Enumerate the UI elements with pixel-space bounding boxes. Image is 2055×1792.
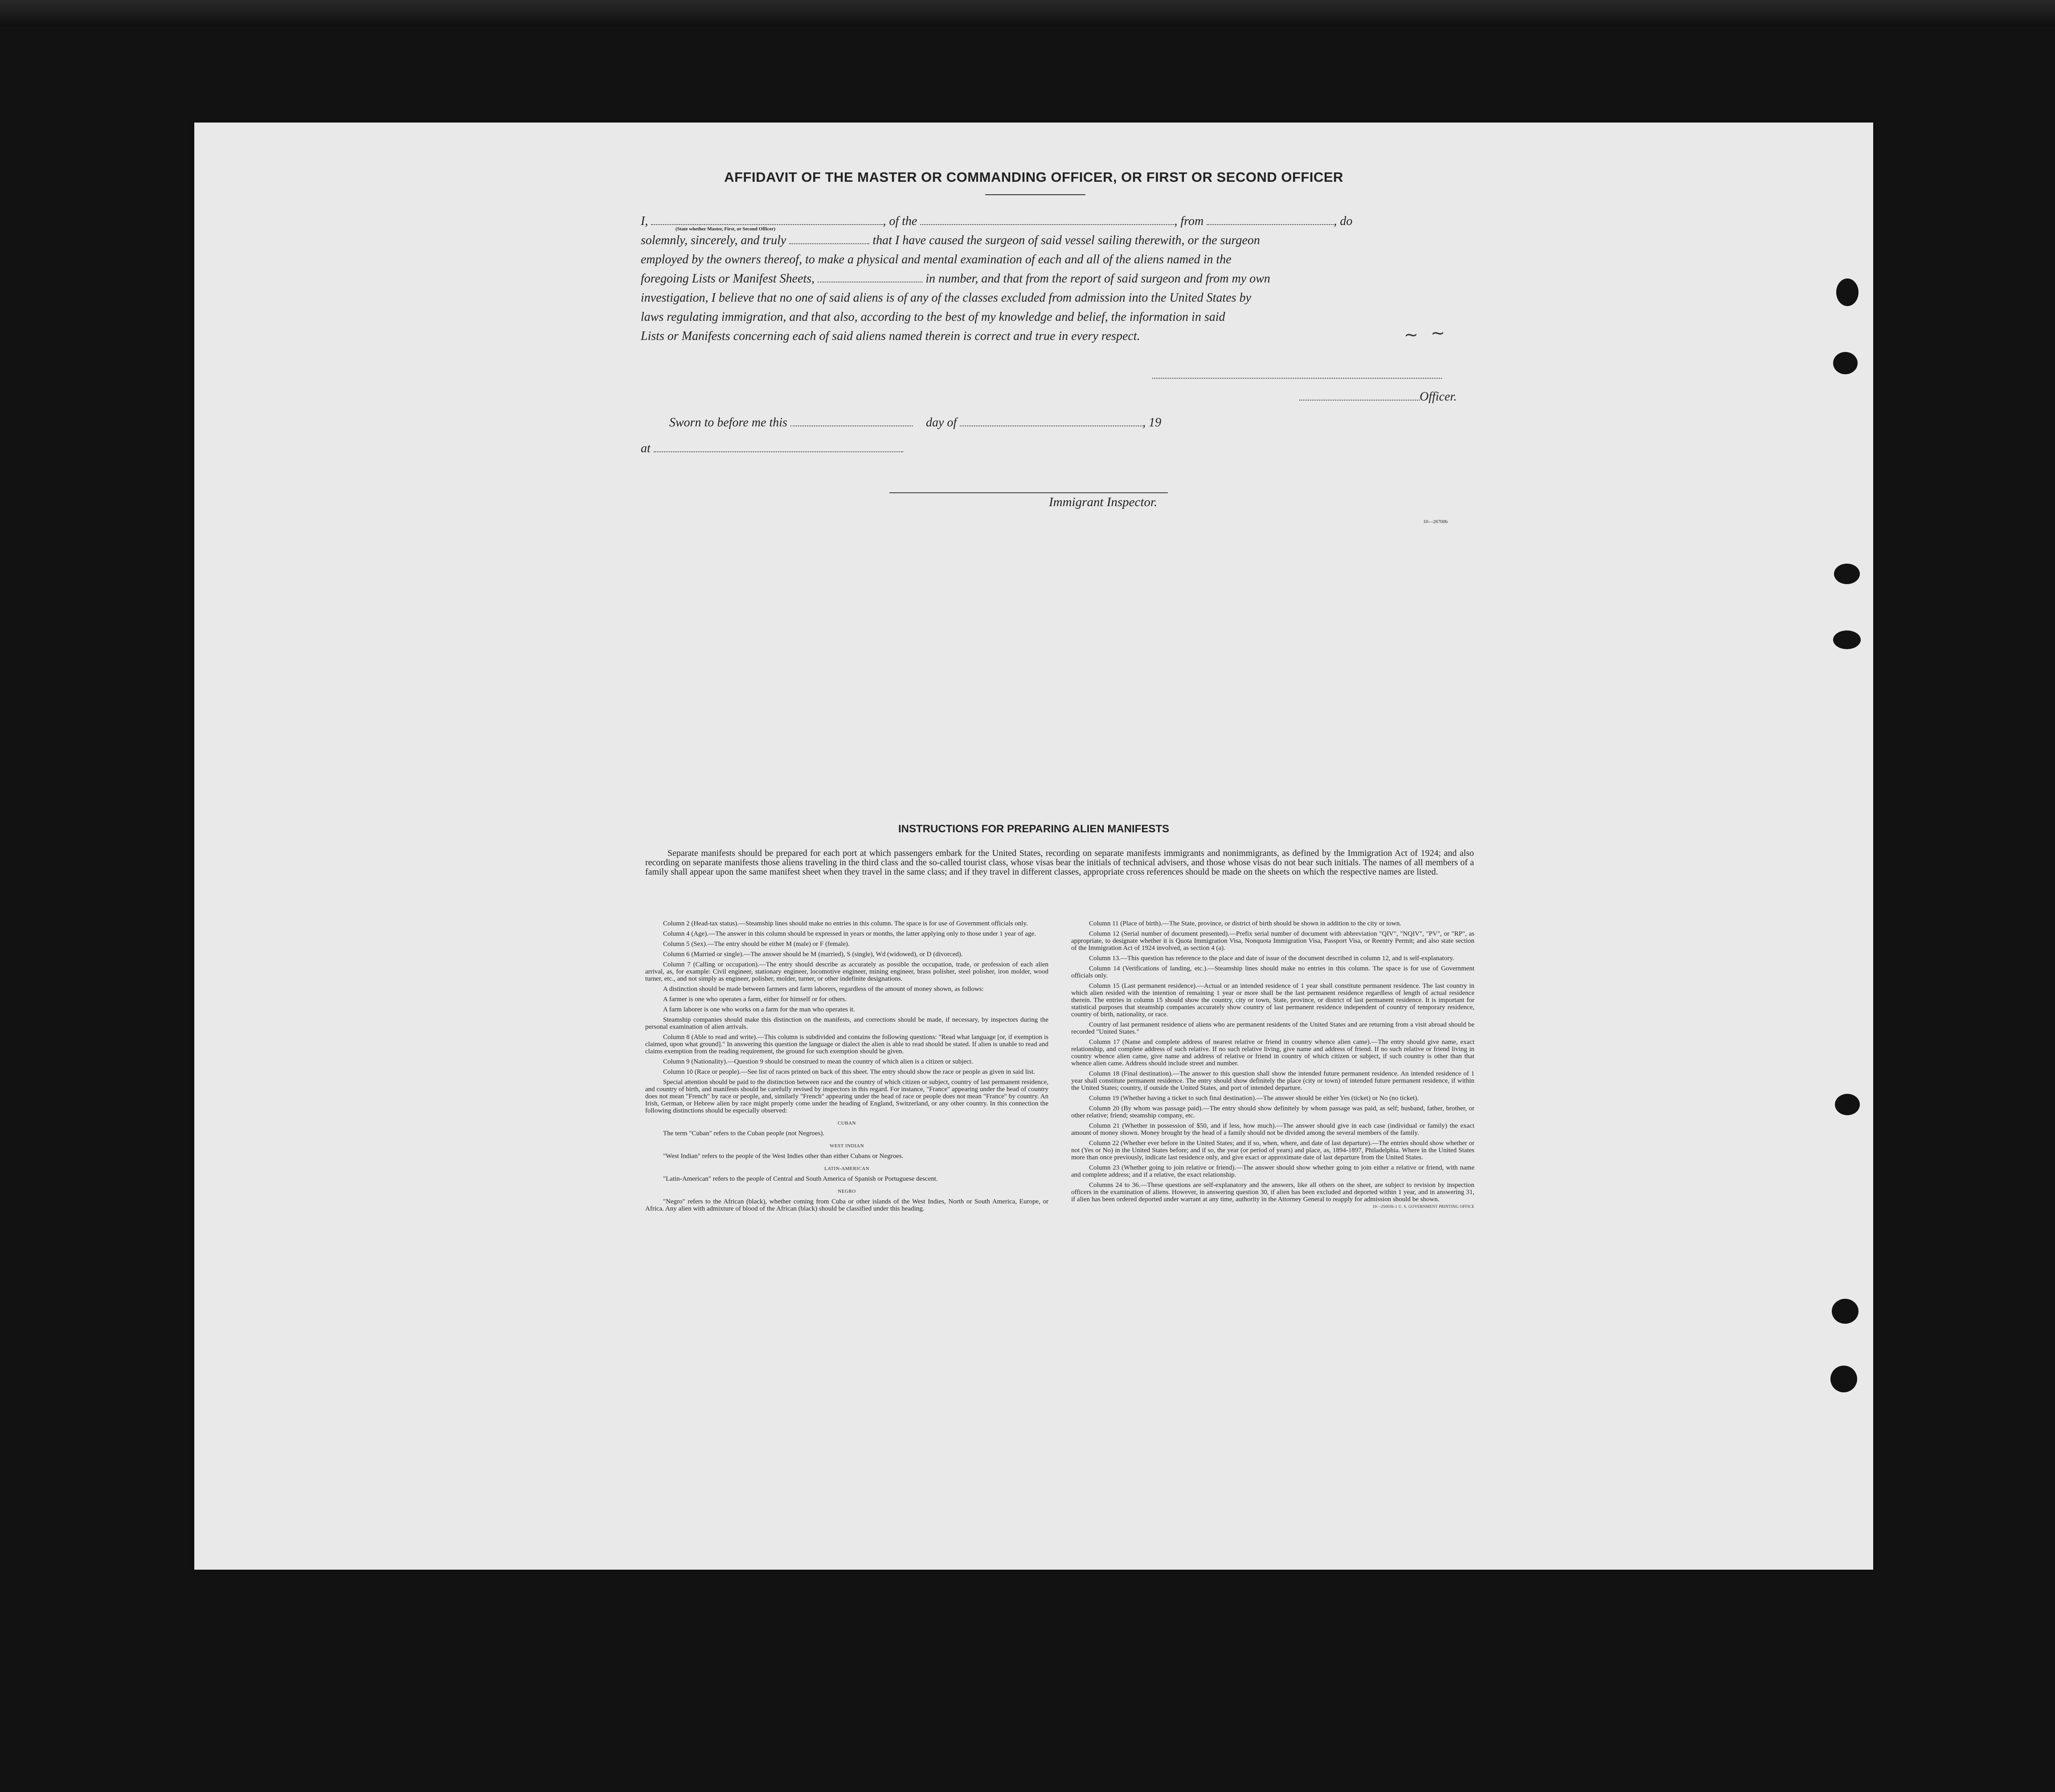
last-paragraph: Columns 24 to 36.—These questions are self-explanatory and the answers, like all others on the sheet, are subject to revision by inspection officers in the examination of aliens. However, in answering question 30, if alien has been excluded and deported within 1 year, and in answering 31, if alien has been ordered deported under warrant at any time, authority in the Attorney General to reapply for admission should be shown. 10—25003b-1 U. S. GOVERNMENT PRINTING OFFICE [1071,1182,1474,1203]
left-column-paragraph: Column 7 (Calling or occupation).—The entry should describe as accurately as possible the occupation, trade, or profession of each alien arrival, as, for example: Civil engineer, stationary engineer, locomotive engineer, mining engineer, brass polisher, steel polisher, iron molder, wood turner, etc., and not simply as engineer, polisher, molder, turner, or other indefinite designations. [645,961,1048,982]
affidavit-line-7: Lists or Manifests concerning each of said aliens named therein is correct and true in every respect. [641,329,1140,343]
right-column-paragraph: Column 18 (Final destination).—The answer to this question shall show the intended future permanent residence. An intended residence of 1 year shall constitute permanent residence. The entry should show definitely the place (city or town) of intended future permanent residence, if within the United States; country, if outside the United States, and port of intended departure. [1071,1070,1474,1092]
scanner-edge [0,0,2055,27]
left-column-paragraph: Column 10 (Race or people).—See list of races printed on back of this sheet. The entry should show the race or people as given in said list. [663,1068,1035,1076]
left-column-paragraph: A farm laborer is one who works on a farm for the man who operates it. [663,1006,855,1013]
right-column-paragraph: Column 20 (By whom was passage paid).—The entry should show definitely by whom passage was paid, as self; husband, father, brother, or other relative; friend; steamship company, etc. [1071,1105,1474,1119]
affidavit-line-5: investigation, I believe that no one of said aliens is of any of the classes excluded from admission into the United States by [641,291,1251,305]
punch-hole [1836,278,1859,306]
right-column-paragraph: Country of last permanent residence of aliens who are permanent residents of the United States and are returning from a visit abroad should be recorded "United States." [1071,1021,1474,1035]
port-field [1207,214,1334,225]
left-column-paragraph: Steamship companies should make this distinction on the manifests, and corrections should be made, if necessary, by inspectors during the personal examination of alien arrivals. [645,1016,1048,1031]
right-column-paragraph: Column 14 (Verifications of landing, etc.).—Steamship lines should make no entries in this column. The space is for use of Government officials only. [1071,965,1474,979]
affidavit-line-3: employed by the owners thereof, to make a physical and mental examination of each and all of the aliens named in the [641,253,1232,266]
at-line: at [641,442,903,456]
text-latin-american: "Latin-American" refers to the people of Central and South America of Spanish or Portuguese descent. [663,1175,938,1182]
right-column-paragraph: Column 23 (Whether going to join relative or friend).—The answer should show whether going to join either a relative or friend, with name and complete address; and if a relative, the exact relationship. [1071,1164,1474,1178]
affidavit-line-2: solemnly, sincerely, and truly that I have caused the surgeon of said vessel sailing therewith, or the surgeon [641,233,1260,247]
printing-office-code: 10—25003b-1 U. S. GOVERNMENT PRINTING OFFICE [1372,1204,1474,1209]
sworn-month-field [960,416,1142,426]
text-cuban: The term "Cuban" refers to the Cuban people (not Negroes). [663,1130,825,1137]
handwritten-tick: ~ [1431,323,1445,343]
officer-note: (State whether Master, First, or Second Officer) [675,226,776,232]
place-field [654,442,903,452]
left-column-paragraph: Column 9 (Nationality).—Question 9 should be construed to mean the country of which alien is a citizen or subject. [663,1058,973,1065]
inspector-signature-line [889,492,1168,493]
affidavit-body [641,212,1473,346]
signature-line [1152,378,1442,379]
right-column-paragraph: Column 19 (Whether having a ticket to such final destination).—The answer should be either Yes (ticket) or No (no ticket). [1089,1095,1419,1102]
heading-cuban: CUBAN [837,1121,856,1126]
punch-hole [1830,1366,1857,1392]
right-paragraphs [1071,920,1474,1178]
left-column-paragraph: A distinction should be made between farmers and farm laborers, regardless of the amount of money shown, as follows: [663,986,984,993]
right-column-paragraph: Column 13.—This question has reference to the place and date of issue of the document described in column 12, and is self-explanatory. [1089,955,1454,962]
right-column-paragraph: Column 11 (Place of birth).—The State, province, or district of birth should be shown in addition to the city or town. [1089,920,1401,927]
right-column-paragraph: Column 22 (Whether ever before in the United States; and if so, when, where, and date of last departure).—The entries should show whether or not (Yes or No) in the United States before; and if so, the year (or period of years) and place, as, 1894-1897, Philadelphia. Where in the United States more than once previously, indicate last residence only, and give exact or approximate date of last departure from the United States. [1071,1140,1474,1161]
punch-hole [1833,352,1858,374]
punch-hole [1832,1299,1859,1324]
left-column-paragraph: Column 2 (Head-tax status).—Steamship lines should make no entries in this column. The space is for use of Government officials only. [663,920,1028,927]
left-column-paragraph: Column 4 (Age).—The answer in this column should be expressed in years or months, the latter applying only to those under 1 year of age. [663,930,1036,937]
oath-field [789,233,869,244]
punch-hole [1833,630,1861,649]
affidavit-line-4: foregoing Lists or Manifest Sheets, in number, and that from the report of said surgeon and from my own [641,272,1270,286]
right-column-paragraph: Column 15 (Last permanent residence).—Actual or an intended residence of 1 year shall constitute permanent residence. The last country in which alien resided with the intention of remaining 1 year or more shall be the last permanent residence regardless of length of actual residence therein. The entries in column 15 should show the country, city or town, State, province, or district of last permanent residence. It is important for statistical purposes that steamship companies accurately show country of last permanent residence independent of country of temporary residence, country of birth, nationality, or race. [1071,982,1474,1018]
document-page [194,123,1873,1570]
right-column-paragraph: Column 21 (Whether in possession of $50, and if less, how much).—The answer should give in each case (individual or family) the exact amount of money shown. Money brought by the head of a family should not be divided among the several members of the family. [1071,1122,1474,1137]
left-column-paragraph: A farmer is one who operates a farm, either for himself or for others. [663,996,847,1003]
right-column-paragraph: Column 17 (Name and complete address of nearest relative or friend in country whence alien came).—The entry should give name, exact relationship, and complete address of such relative. If no such relative living, give name and address of friend. If no such relative or friend living in country whence alien came, give name and address of relative or friend in country of which citizen or subject, if such country is other than that whence alien came. Address should include street and number. [1071,1039,1474,1067]
sworn-day-field [790,416,913,426]
left-column-paragraph: Column 5 (Sex).—The entry should be either M (male) or F (female). [663,941,850,948]
sworn-line: Sworn to before me this day of , 19 [669,416,1162,430]
right-column-paragraph: Column 12 (Serial number of document presented).—Prefix serial number of document with abbreviation "QIV", "NQIV", "PV", or "RP", as appropriate, to designate whether it is Quota Immigration Visa, Nonquota Immigration Visa, Passport Visa, or Reentry Permit; and also state section of the Immigration Act of 1924 involved, as section 4 (a). [1071,930,1474,952]
instructions-right-column [1071,920,1474,1210]
heading-west-indian: WEST INDIAN [829,1143,864,1149]
form-number: 10—26700b [1423,519,1448,524]
punch-hole [1835,1094,1860,1115]
affidavit-title: AFFIDAVIT OF THE MASTER OR COMMANDING OFFICER, OR FIRST OR SECOND OFFICER [724,169,1343,185]
heading-negro: NEGRO [838,1189,856,1194]
punch-hole [1834,564,1860,584]
inspector-label: Immigrant Inspector. [1049,495,1158,509]
affidavit-line-1: I, , of the , from , do [641,214,1353,228]
officer-signature: Officer. [1299,390,1457,404]
vessel-field [920,214,1174,225]
left-column-paragraph: Column 6 (Married or single).—The answer should be M (married), S (single), Wd (widowed), or D (divorced). [663,951,963,958]
affidavit-line-6: laws regulating immigration, and that also, according to the best of my knowledge and belief, the information in said [641,310,1225,324]
title-rule [985,194,1085,195]
left-paragraphs [645,920,1048,1114]
officer-signature-field [1299,390,1420,401]
instructions-intro: Separate manifests should be prepared for each port at which passengers embark for the United States, recording on separate manifests immigrants and nonimmigrants, as defined by the Immigration Act of 1924; and also recording on separate manifests those aliens traveling in the third class and the so-called tourist class, whose visas bear the initials of technical advisers, and those whose visas do not bear such initials. The names of all members of a family shall appear upon the same manifest sheet when they travel in the same class; and if they travel in different classes, appropriate cross references should be made on the sheets on which the respective names are listed. [645,848,1474,877]
instructions-left-column [645,920,1048,1215]
sheet-count-field [818,272,922,282]
text-negro: "Negro" refers to the African (black), whether coming from Cuba or other islands of the West Indies, North or South America, Europe, or Africa. Any alien with admixture of blood of the African (black) should be classified under this heading. [645,1198,1048,1212]
left-column-paragraph: Special attention should be paid to the distinction between race and the country of which citizen or subject, country of last permanent residence, and country of birth, and manifests should be carefully revised by inspectors in this regard. For instance, "France" appearing under the head of country does not mean "French" by race or people, and, similarly "French" appearing under the head of race or people does not mean "France" by country. An Irish, German, or Hebrew alien by race might properly come under the heading of England, Switzerland, or any other country. In this connection the following distinctions should be especially observed: [645,1079,1048,1114]
heading-latin-american: LATIN-AMERICAN [824,1166,870,1171]
handwritten-tick: ~ [1404,325,1418,344]
text-west-indian: "West Indian" refers to the people of the West Indies other than either Cubans or Negroes. [663,1153,904,1160]
left-column-paragraph: Column 8 (Able to read and write).—This column is subdivided and contains the following questions: "Read what language [or, if exemption is claimed, upon what ground]." In answering this question the language or dialect the alien is able to read should be stated. If alien is unable to read and claims exemption from the reading requirement, the ground for such exemption should be given. [645,1034,1048,1055]
instructions-title: INSTRUCTIONS FOR PREPARING ALIEN MANIFESTS [898,823,1169,835]
officer-rank-field [651,214,883,225]
